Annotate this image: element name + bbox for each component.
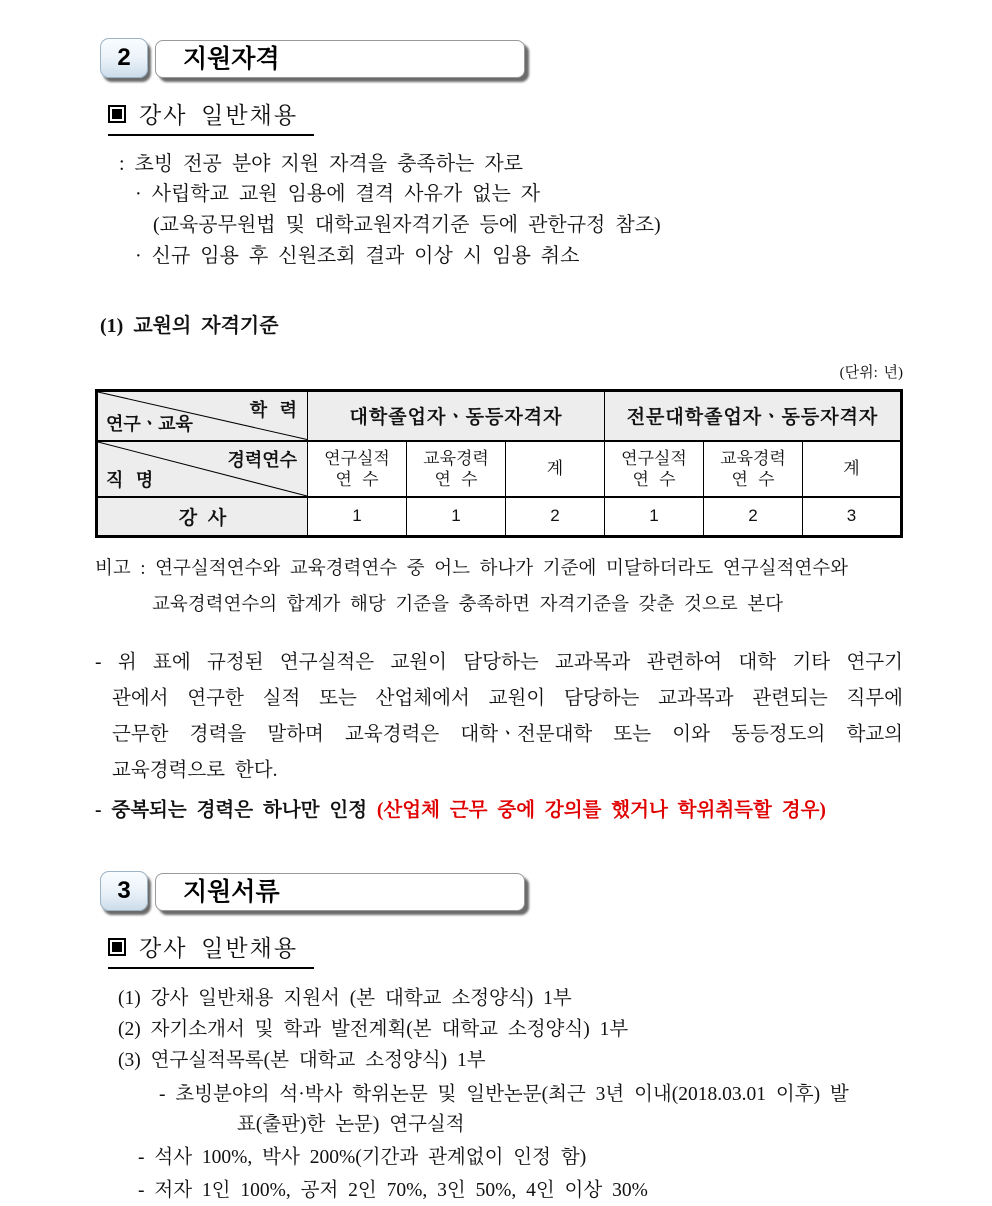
duplicate-career-note-red: (산업체 근무 중에 강의를 했거나 학위취득할 경우) xyxy=(376,800,826,821)
section-3-header xyxy=(100,871,906,919)
unit-note: (단위: 년) xyxy=(839,365,903,381)
header-line: 연구실적 xyxy=(324,448,390,468)
qualification-bullet: · 사립학교 교원 임용에 결격 사유가 없는 자 xyxy=(135,183,541,205)
research-subitem-line1: - 초빙분야의 석·박사 학위논문 및 일반논문(최근 3년 이내(2018.03.01 이후) 발 xyxy=(159,1084,849,1105)
remarks-line: - 위 표에 규정된 연구실적은 교원이 담당하는 교과목과 관련하여 대학 기타 연구기 xyxy=(95,652,903,673)
section-2-subheading-label: 강사 일반채용 xyxy=(139,103,299,128)
remarks-paragraph xyxy=(95,645,903,789)
document-item: (2) 자기소개서 및 학과 발전계획(본 대학교 소정양식) 1부 xyxy=(118,1019,629,1040)
header-academic: 학 력 xyxy=(249,400,297,420)
table-note-line1: 비고 : 연구실적연수와 교육경력연수 중 어느 하나가 기준에 미달하더라도 연구실적연수와 xyxy=(95,559,848,579)
header-univ-grad: 대학졸업자ㆍ동등자격자 xyxy=(308,391,605,441)
header-college-grad: 전문대학졸업자ㆍ동등자격자 xyxy=(605,391,902,441)
header-line: 계 xyxy=(546,459,564,478)
header-line: 연구실적 xyxy=(621,448,687,468)
qualification-table xyxy=(95,389,903,538)
square-bullet-icon xyxy=(108,105,126,123)
header-line: 연 수 xyxy=(434,469,478,489)
section-2-title: 지원자격 xyxy=(155,40,525,78)
header-research-edu: 연구ㆍ교육 xyxy=(106,413,193,434)
duplicate-career-note xyxy=(95,795,906,827)
table-note-line2: 교육경력연수의 합계가 해당 기준을 충족하면 자격기준을 갖춘 것으로 본다 xyxy=(152,595,784,615)
research-subitem-line2: 표(출판)한 논문) 연구실적 xyxy=(237,1114,465,1135)
square-bullet-icon xyxy=(108,938,126,956)
degree-percentage-note: - 석사 100%, 박사 200%(기간과 관계없이 인정 함) xyxy=(138,1147,587,1168)
duplicate-career-note-black: - 중복되는 경력은 하나만 인정 xyxy=(95,800,377,821)
author-percentage-note: - 저자 1인 100%, 공저 2인 70%, 3인 50%, 4인 이상 30% xyxy=(138,1180,648,1201)
table-cell: 3 xyxy=(803,497,902,537)
section-3-title: 지원서류 xyxy=(155,873,525,911)
section-3-subheading-label: 강사 일반채용 xyxy=(139,936,299,961)
table-cell: 2 xyxy=(704,497,803,537)
header-career-years: 경력연수 xyxy=(227,449,297,470)
document-list xyxy=(95,983,906,1206)
header-research-years xyxy=(308,441,407,497)
header-line: 연 수 xyxy=(632,469,676,489)
qualification-intro: : 초빙 전공 분야 지원 자격을 충족하는 자로 xyxy=(119,153,523,175)
section-2-number-badge: 2 xyxy=(100,38,148,78)
header-line: 교육경력 xyxy=(423,448,489,468)
header-line: 연 수 xyxy=(335,469,379,489)
table-cell: 1 xyxy=(308,497,407,537)
remarks-line: 근무한 경력을 말하며 교육경력은 대학ㆍ전문대학 또는 이와 동등정도의 학교의 xyxy=(112,724,903,745)
row-label-lecturer: 강 사 xyxy=(97,497,308,537)
section-3-number-badge: 3 xyxy=(100,871,148,911)
research-subitem xyxy=(159,1080,906,1140)
diagonal-header-cell-2 xyxy=(97,441,308,497)
header-line: 교육경력 xyxy=(720,448,786,468)
table-cell: 2 xyxy=(506,497,605,537)
qualification-table-heading: (1) 교원의 자격기준 xyxy=(100,315,279,337)
section-3-subheading xyxy=(108,935,314,969)
diagonal-header-cell-1 xyxy=(97,391,308,441)
header-total xyxy=(506,441,605,497)
remarks-line: 관에서 연구한 실적 또는 산업체에서 교원이 담당하는 교과목과 관련되는 직무에 xyxy=(112,688,903,709)
header-teaching-years xyxy=(704,441,803,497)
qualification-bullet: · 신규 임용 후 신원조회 결과 이상 시 임용 취소 xyxy=(135,245,580,267)
remarks-line: 교육경력으로 한다. xyxy=(112,760,278,781)
qualification-bullet-note: (교육공무원법 및 대학교원자격기준 등에 관한규정 참조) xyxy=(153,214,661,236)
header-research-years xyxy=(605,441,704,497)
table-cell: 1 xyxy=(605,497,704,537)
table-cell: 1 xyxy=(407,497,506,537)
header-teaching-years xyxy=(407,441,506,497)
header-position: 직 명 xyxy=(106,469,154,490)
header-total xyxy=(803,441,902,497)
header-line: 연 수 xyxy=(731,469,775,489)
table-note xyxy=(95,551,906,623)
document-item: (3) 연구실적목록(본 대학교 소정양식) 1부 xyxy=(118,1050,486,1071)
section-2-header xyxy=(100,38,906,86)
section-2-subheading xyxy=(108,102,314,136)
header-line: 계 xyxy=(843,459,860,478)
document-item: (1) 강사 일반채용 지원서 (본 대학교 소정양식) 1부 xyxy=(118,988,572,1009)
